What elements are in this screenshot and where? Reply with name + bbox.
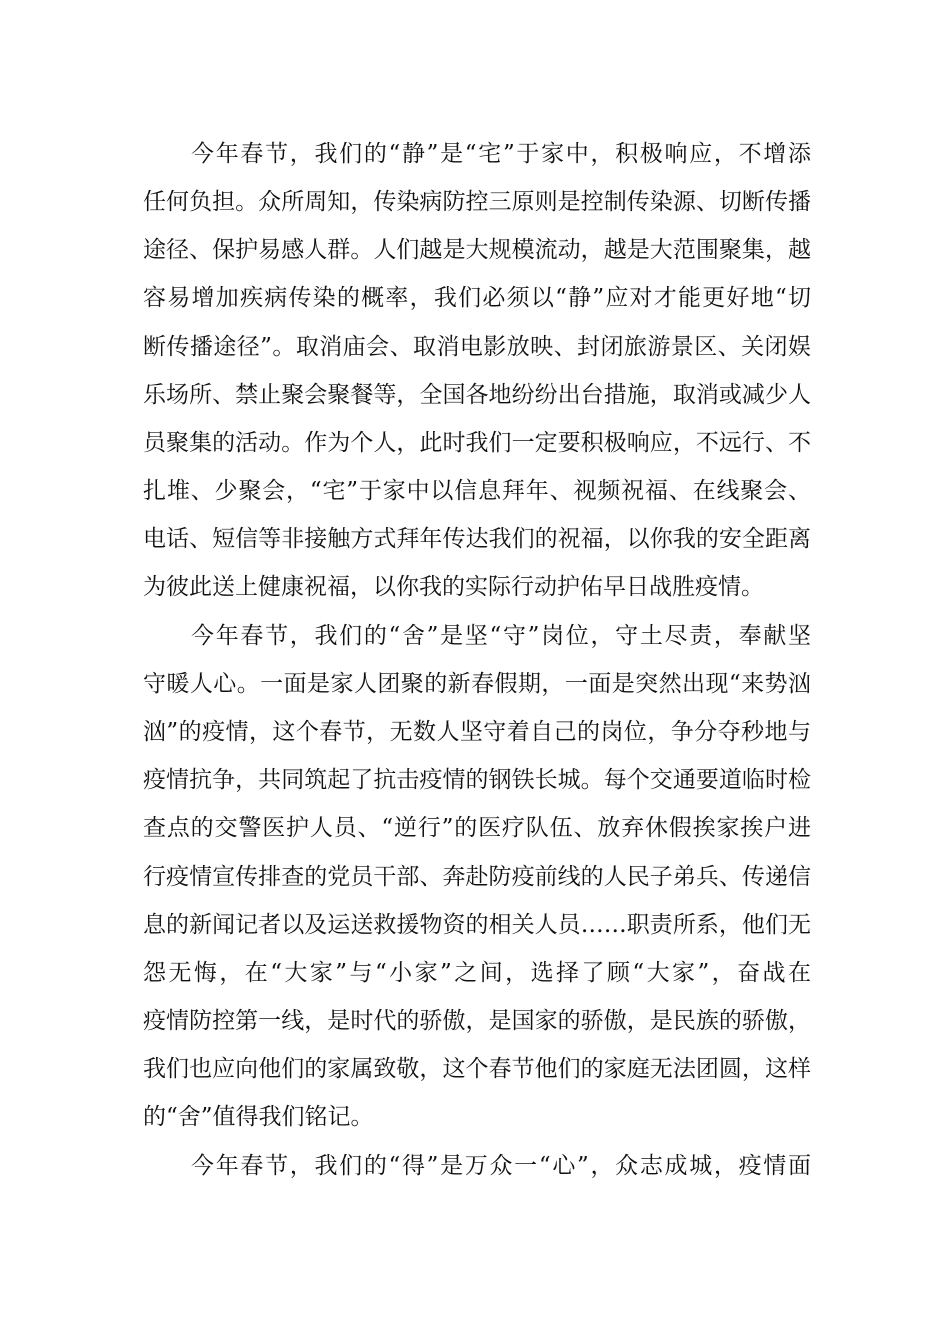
text-line: 员聚集的活动。作为个人，此时我们一定要积极响应，不远行、不 (143, 430, 811, 456)
text-line: 我们也应向他们的家属致敬，这个春节他们的家庭无法团圆，这样 (143, 1056, 811, 1082)
text-line: 查点的交警医护人员、“逆行”的医疗队伍、放弃休假挨家挨户进 (143, 815, 811, 841)
text-line: 的“舍”值得我们铭记。 (143, 1104, 374, 1130)
text-line: 任何负担。众所周知，传染病防控三原则是控制传染源、切断传播 (143, 189, 811, 215)
text-line: 怨无悔，在“大家”与“小家”之间，选择了顾“大家”，奋战在 (143, 960, 811, 986)
text-line: 疫情抗争，共同筑起了抗击疫情的钢铁长城。每个交通要道临时检 (143, 767, 811, 793)
text-line: 乐场所、禁止聚会聚餐等，全国各地纷纷出台措施，取消或减少人 (143, 382, 811, 408)
text-line: 守暖人心。一面是家人团聚的新春假期，一面是突然出现“来势汹 (143, 671, 811, 697)
text-line: 电话、短信等非接触方式拜年传达我们的祝福，以你我的安全距离 (143, 526, 811, 552)
text-line: 今年春节，我们的“舍”是坚“守”岗位，守土尽责，奉献坚 (191, 623, 811, 649)
text-line: 途径、保护易感人群。人们越是大规模流动，越是大范围聚集，越 (143, 237, 811, 263)
text-line: 今年春节，我们的“静”是“宅”于家中，积极响应，不增添 (191, 141, 811, 167)
text-line: 疫情防控第一线，是时代的骄傲，是国家的骄傲，是民族的骄傲， (143, 1008, 811, 1034)
text-line: 行疫情宣传排查的党员干部、奔赴防疫前线的人民子弟兵、传递信 (143, 864, 811, 890)
text-line: 汹”的疫情，这个春节，无数人坚守着自己的岗位，争分夺秒地与 (143, 719, 811, 745)
text-line: 扎堆、少聚会，“宅”于家中以信息拜年、视频祝福、在线聚会、 (143, 478, 811, 504)
text-line: 断传播途径”。取消庙会、取消电影放映、封闭旅游景区、关闭娱 (143, 334, 811, 360)
text-line: 为彼此送上健康祝福，以你我的实际行动护佑早日战胜疫情。 (143, 574, 764, 600)
text-line: 今年春节，我们的“得”是万众一“心”，众志成城，疫情面 (191, 1153, 811, 1179)
text-line: 容易增加疾病传染的概率，我们必须以“静”应对才能更好地“切 (143, 285, 811, 311)
text-line: 息的新闻记者以及运送救援物资的相关人员……职责所系，他们无 (143, 912, 811, 938)
